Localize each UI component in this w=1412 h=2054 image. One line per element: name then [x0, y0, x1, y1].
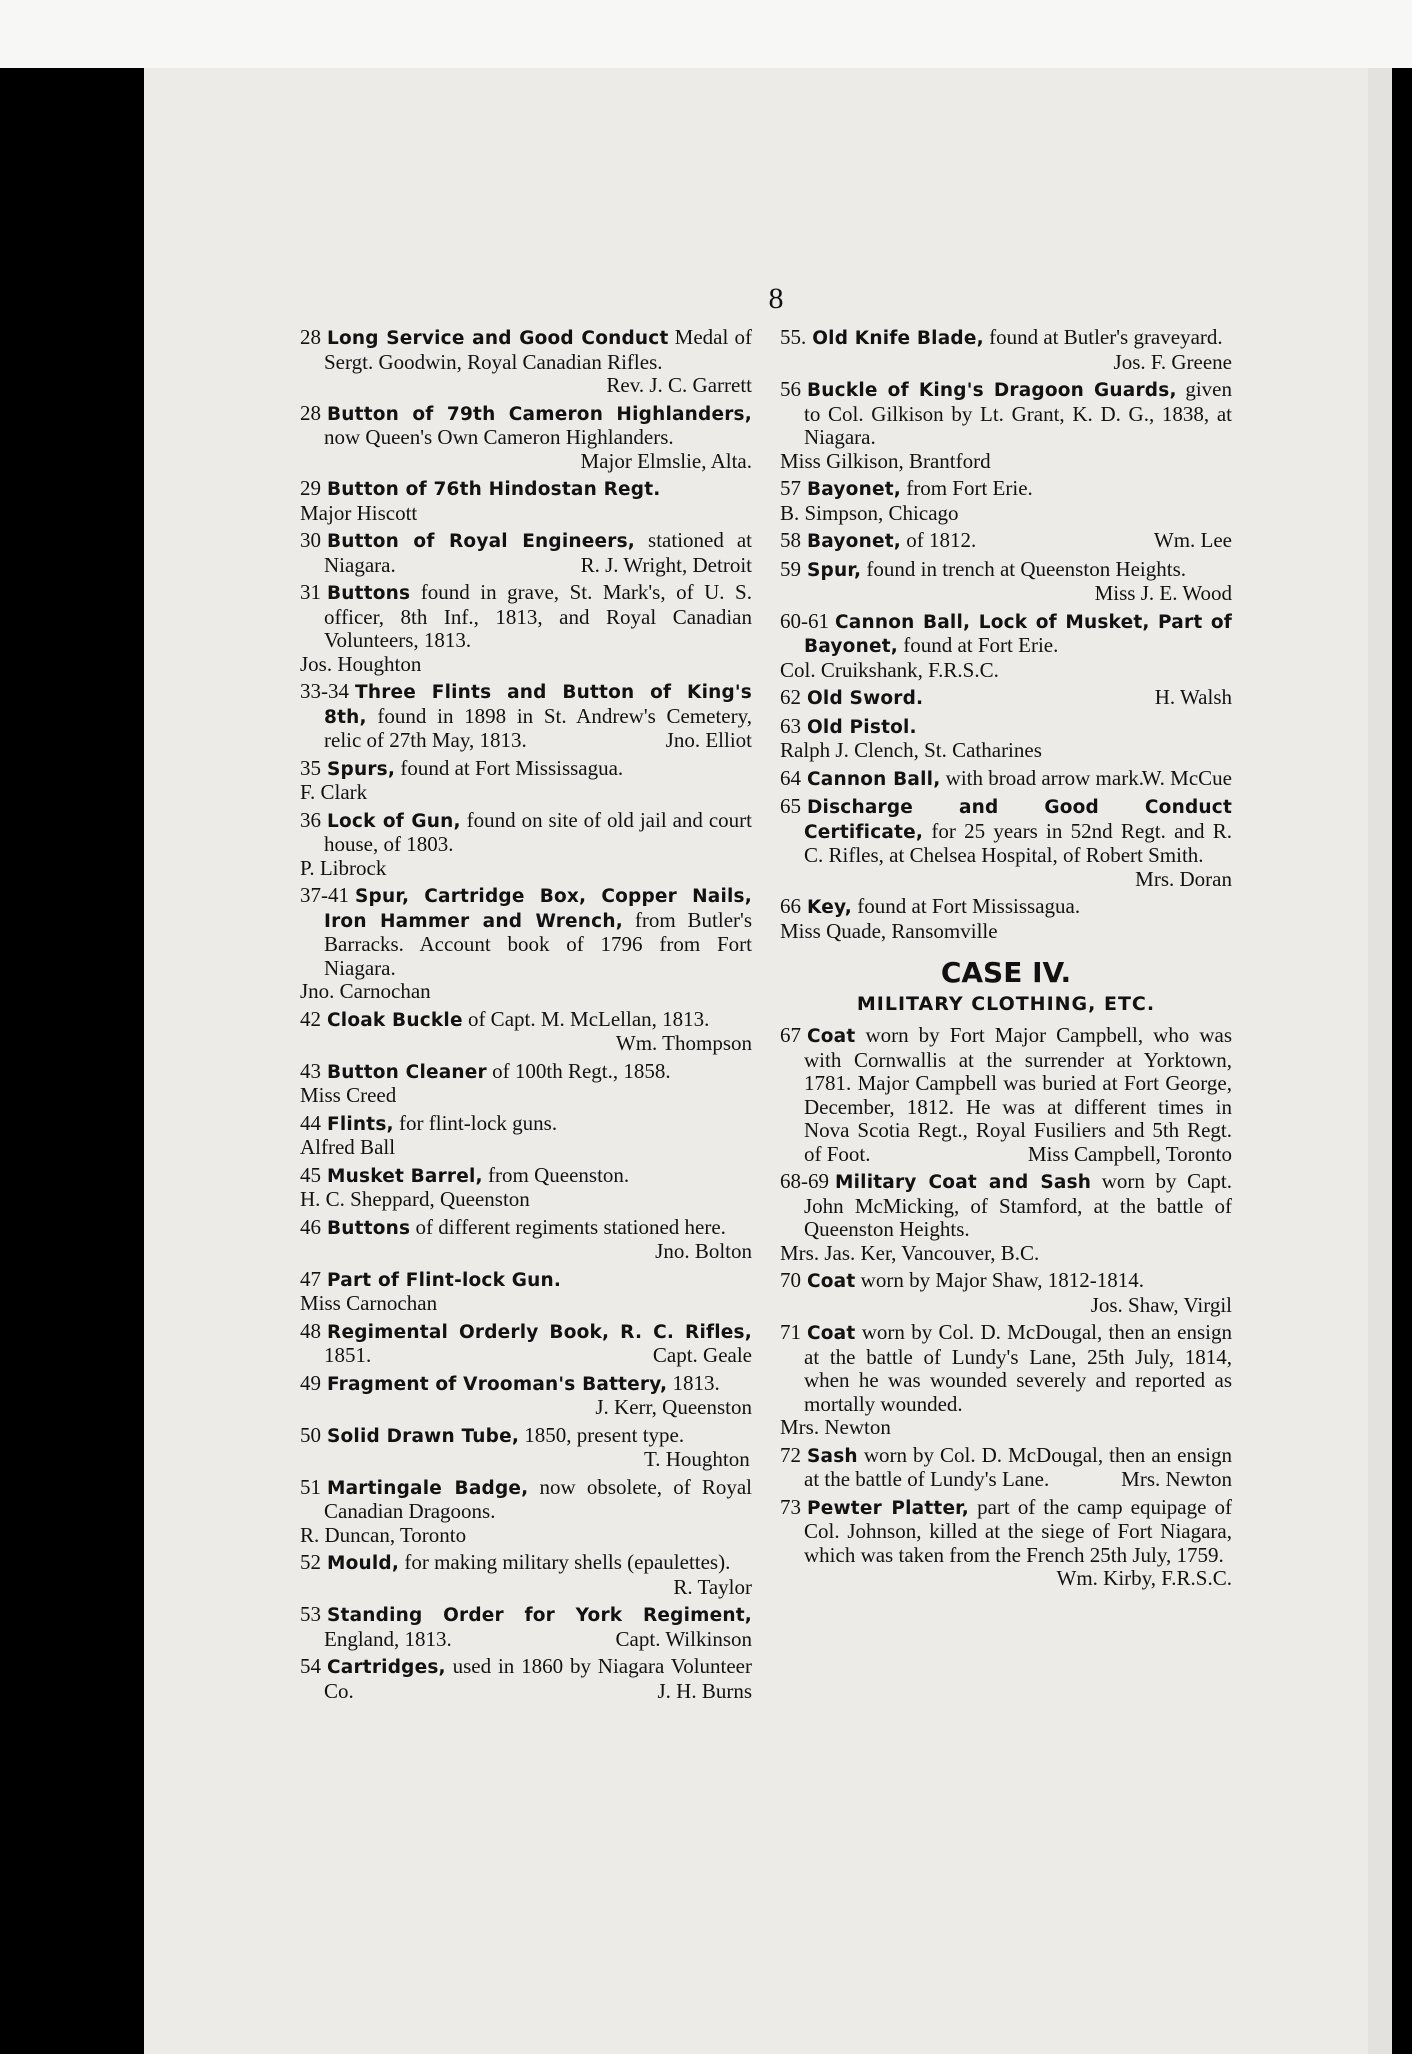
entry-number: 52: [300, 1550, 321, 1574]
entry-text: [780, 1321, 1232, 1416]
entry-number: 67: [780, 1023, 801, 1047]
entry-number: 57: [780, 476, 801, 500]
entry-number: 48: [300, 1318, 321, 1343]
entry-number: 62: [780, 685, 801, 709]
entry-title: Cannon Ball, Lock of Musket, Part of Bayonet,: [804, 611, 1232, 657]
catalog-entry: [300, 1603, 752, 1651]
entry-number: 28: [300, 400, 321, 425]
entry-donor: Capt. Wilkinson: [615, 1626, 752, 1651]
entry-title: Buttons: [327, 1217, 411, 1239]
entry-number: 65: [780, 794, 801, 818]
entry-donor: Jos. Houghton: [300, 651, 422, 676]
entry-donor: Miss Creed: [300, 1083, 397, 1107]
entry-donor: R. Taylor: [673, 1574, 752, 1599]
entry-text: [300, 1550, 752, 1599]
entry-title: Spur,: [807, 559, 862, 581]
entry-text: [300, 1603, 752, 1651]
case-heading: CASE IV.: [940, 956, 1072, 989]
entry-number: 54: [300, 1654, 321, 1678]
entry-text: [780, 610, 1232, 659]
entry-text: [300, 1006, 752, 1055]
entry-text: [780, 1444, 1232, 1492]
entry-text: [300, 1422, 752, 1471]
entry-title: Bayonet,: [807, 479, 901, 500]
entry-number: 63: [780, 713, 801, 738]
catalog-entry: [780, 1496, 1232, 1591]
entry-title: Button of Royal Engineers,: [327, 531, 636, 552]
entry-description: worn by Col. D. McDougal, then an ensign at the battle of Lundy's Lane.: [804, 1442, 1232, 1491]
entry-title: Spur, Cartridge Box, Copper Nails, Iron Hammer and Wrench,: [324, 886, 752, 932]
entry-title: Coat: [807, 1026, 856, 1047]
catalog-entry: [300, 1476, 752, 1548]
case-subheading: MILITARY CLOTHING, ETC.: [856, 992, 1156, 1015]
entry-donor: B. Simpson, Chicago: [780, 500, 959, 525]
entry-number: 72: [780, 1442, 801, 1467]
entry-description: found in grave, St. Mark's, of U. S. officer, 8th Inf., 1813, and Royal Canadian Volunteers, 1813.: [324, 580, 752, 652]
catalog-entry: [780, 1269, 1232, 1317]
entry-description: now Queen's Own Cameron Highlanders.: [324, 425, 674, 449]
entry-text: [300, 757, 752, 782]
entry-number: 37-41: [300, 883, 349, 907]
entry-donor: W. McCue: [1141, 765, 1232, 790]
entry-description: of 1812.: [900, 528, 977, 552]
entry-number: 45: [300, 1162, 321, 1187]
entry-title: Cloak Buckle: [327, 1009, 463, 1031]
entry-text: [300, 884, 752, 980]
entry-text: [780, 477, 1232, 502]
entry-number: 53: [300, 1602, 321, 1626]
entry-donor: Miss J. E. Wood: [1094, 581, 1232, 605]
catalog-entry: [300, 1060, 752, 1108]
entry-text: [780, 378, 1232, 450]
entry-number: 30: [300, 528, 321, 552]
entry-number: 47: [300, 1266, 321, 1291]
entry-text: [300, 1112, 752, 1137]
catalog-entry: [300, 477, 752, 525]
entry-number: 49: [300, 1370, 321, 1395]
left-column: [300, 326, 752, 1707]
entry-description: from Queenston.: [482, 1162, 630, 1187]
entry-description: worn by Col. D. McDougal, then an ensign at the battle of Lundy's Lane, 25th July, 1814, when he was wounded severely and reported as mortally wounded.: [804, 1320, 1232, 1416]
entry-title: Long Service and Good Conduct: [327, 328, 669, 349]
entry-donor: R. J. Wright, Detroit: [580, 552, 752, 577]
entry-number: 56: [780, 377, 801, 401]
entry-number: 50: [300, 1422, 321, 1447]
catalog-entry: [300, 1551, 752, 1599]
catalog-entry: [780, 477, 1232, 525]
entry-description: from Fort Erie.: [900, 476, 1033, 500]
catalog-entry: [780, 895, 1232, 943]
entry-number: 58: [780, 528, 801, 552]
entry-title: Three Flints and Button of King's 8th,: [324, 682, 752, 728]
entry-title: Discharge and Good Conduct Certificate,: [804, 797, 1232, 843]
entry-description: Medal of Sergt. Goodwin, Royal Canadian Rifles.: [324, 325, 752, 374]
entry-number: 71: [780, 1320, 801, 1344]
entry-donor: Jno. Elliot: [665, 728, 752, 752]
entry-number: 68-69: [780, 1169, 829, 1193]
entry-text: [300, 477, 752, 502]
catalog-entry: [780, 1321, 1232, 1440]
catalog-entry: [300, 757, 752, 805]
entry-description: for making military shells (epaulettes).: [399, 1550, 731, 1574]
entry-description: of different regiments stationed here.: [410, 1214, 726, 1239]
entry-title: Cartridges,: [327, 1657, 446, 1678]
entry-donor: Rev. J. C. Garrett: [606, 373, 752, 397]
catalog-entry: [780, 1024, 1232, 1166]
entry-donor: T. Houghton: [644, 1447, 750, 1471]
entry-number: 64: [780, 765, 801, 790]
catalog-entry: [780, 767, 1232, 792]
entry-donor: Miss Quade, Ransomville: [780, 918, 998, 943]
entry-number: 46: [300, 1214, 321, 1239]
entry-number: 70: [780, 1268, 801, 1292]
catalog-entry: [300, 1112, 752, 1160]
catalog-entry: [780, 795, 1232, 891]
entry-description: found at Butler's graveyard.: [983, 325, 1223, 349]
entry-title: Bayonet,: [807, 531, 901, 552]
catalog-entry: [780, 686, 1232, 711]
entry-number: 73: [780, 1494, 801, 1519]
entry-donor: H. C. Sheppard, Queenston: [300, 1187, 530, 1211]
catalog-entry: [780, 1170, 1232, 1265]
entry-description: used in 1860 by Niagara Volunteer Co.: [324, 1654, 752, 1703]
entry-number: 36: [300, 807, 321, 832]
catalog-entry: [300, 1372, 752, 1420]
entry-number: 31: [300, 580, 321, 604]
entry-description: 1813.: [667, 1370, 720, 1395]
entry-number: 66: [780, 894, 801, 918]
entry-donor: Alfred Ball: [300, 1135, 396, 1159]
entry-donor: Wm. Thompson: [615, 1031, 752, 1055]
catalog-entry: [780, 715, 1232, 763]
entry-text: [300, 1164, 752, 1189]
entry-title: Solid Drawn Tube,: [327, 1425, 520, 1447]
entry-text: [780, 325, 1232, 374]
entry-description: found at Fort Erie.: [897, 633, 1059, 657]
entry-title: Standing Order for York Regiment,: [327, 1605, 752, 1626]
entry-text: [780, 895, 1232, 920]
entry-description: part of the camp equipage of Col. Johnson, killed at the siege of Fort Niagara, which was taken from the French 25th July, 1759.: [804, 1494, 1232, 1567]
entry-description: worn by Major Shaw, 1812-1814.: [855, 1268, 1144, 1292]
catalog-entry: [780, 378, 1232, 473]
entry-title: Buckle of King's Dragoon Guards,: [807, 380, 1177, 401]
catalog-entry: [300, 1655, 752, 1703]
catalog-entry: [300, 326, 752, 398]
entry-text: [300, 400, 752, 473]
scan-top-margin: [0, 0, 1412, 68]
entry-text: [780, 1268, 1232, 1317]
entry-title: Pewter Platter,: [807, 1497, 970, 1519]
entry-donor: Wm. Lee: [1153, 528, 1232, 552]
entry-title: Button of 76th Hindostan Regt.: [327, 479, 661, 500]
entry-number: 29: [300, 476, 321, 500]
entry-text: [300, 1370, 752, 1419]
entry-title: Buttons: [327, 583, 411, 604]
entry-text: [780, 1494, 1232, 1590]
entry-text: [300, 1476, 752, 1524]
entry-text: [300, 1060, 752, 1085]
entry-donor: Jno. Bolton: [655, 1239, 752, 1263]
entry-text: [780, 529, 1232, 554]
entry-number: 55.: [780, 325, 807, 349]
entry-donor: Miss Carnochan: [300, 1291, 438, 1315]
page-edge: [1368, 68, 1392, 2054]
entry-description: England, 1813.: [324, 1626, 452, 1651]
entry-donor: F. Clark: [300, 780, 368, 804]
entry-text: [300, 1320, 752, 1368]
entry-donor: J. H. Burns: [657, 1678, 752, 1703]
catalog-entry: [300, 884, 752, 1004]
entry-number: 35: [300, 755, 321, 780]
entry-text: [780, 1024, 1232, 1166]
entry-donor: Major Hiscott: [300, 500, 418, 525]
entry-text: [780, 686, 1232, 711]
entry-text: [780, 767, 1232, 792]
entry-title: Button of 79th Cameron Highlanders,: [327, 403, 752, 425]
entry-number: 59: [780, 556, 801, 581]
right-column: [780, 326, 1232, 1595]
catalog-entry: [300, 581, 752, 676]
entry-description: found at Fort Mississagua.: [395, 755, 624, 780]
entry-description: from Butler's Barracks. Account book of 1796 from Fort Niagara.: [324, 907, 752, 980]
entry-donor: Jos. F. Greene: [1113, 349, 1232, 374]
catalog-entry: [300, 1164, 752, 1212]
entry-number: 44: [300, 1110, 321, 1135]
entry-text: [780, 1170, 1232, 1242]
entry-donor: Mrs. Doran: [1135, 866, 1232, 891]
entry-donor: Capt. Geale: [652, 1343, 752, 1367]
entry-title: Coat: [807, 1323, 856, 1344]
page-number: 8: [768, 282, 784, 315]
entry-description: worn by Capt. John McMicking, of Stamford, at the battle of Queenston Heights.: [804, 1169, 1232, 1241]
entry-donor: Jno. Carnochan: [300, 979, 431, 1003]
entry-donor: Mrs. Newton: [1121, 1467, 1232, 1491]
catalog-entry: [300, 1216, 752, 1264]
entry-title: Old Sword.: [807, 688, 924, 709]
catalog-entry: [780, 1444, 1232, 1492]
entry-title: Musket Barrel,: [327, 1165, 483, 1187]
entry-description: now obsolete, of Royal Canadian Dragoons.: [324, 1474, 752, 1523]
entry-title: Old Pistol.: [807, 716, 917, 738]
catalog-entry: [780, 326, 1232, 374]
catalog-entry: [780, 529, 1232, 554]
entry-description: given to Col. Gilkison by Lt. Grant, K. D. G., 1838, at Niagara.: [804, 377, 1232, 449]
catalog-entry: [300, 809, 752, 881]
right-entries-bottom: [780, 1024, 1232, 1591]
entry-donor: R. Duncan, Toronto: [300, 1522, 467, 1547]
entry-description: with broad arrow mark.: [940, 765, 1144, 790]
entry-donor: J. Kerr, Queenston: [595, 1395, 752, 1419]
catalog-entry: [300, 1008, 752, 1056]
entry-donor: Jos. Shaw, Virgil: [1090, 1292, 1232, 1317]
entry-text: [300, 325, 752, 397]
entry-text: [300, 581, 752, 653]
catalog-entry: [300, 529, 752, 577]
entry-title: Spurs,: [327, 758, 396, 780]
entry-description: stationed at Niagara.: [324, 528, 752, 577]
entry-donor: Col. Cruikshank, F.R.S.C.: [780, 657, 999, 682]
entry-title: Old Knife Blade,: [812, 328, 984, 349]
entry-title: Military Coat and Sash: [835, 1172, 1092, 1193]
entry-title: Lock of Gun,: [327, 810, 461, 832]
entry-title: Fragment of Vrooman's Battery,: [327, 1373, 668, 1395]
entry-description: 1850, present type.: [519, 1422, 685, 1447]
catalog-entry: [780, 558, 1232, 606]
entry-title: Cannon Ball,: [807, 768, 941, 790]
entry-title: Button Cleaner: [327, 1061, 487, 1083]
entry-number: 51: [300, 1474, 321, 1499]
catalog-entry: [300, 402, 752, 474]
entry-text: [780, 715, 1232, 740]
catalog-entry: [300, 680, 752, 753]
entry-donor: Ralph J. Clench, St. Catharines: [780, 738, 1042, 762]
entry-text: [780, 556, 1232, 605]
entry-number: 28: [300, 325, 321, 349]
entry-description: found at Fort Mississagua.: [852, 894, 1081, 918]
entry-description: found in trench at Queenston Heights.: [861, 556, 1187, 581]
entry-description: of 100th Regt., 1858.: [486, 1058, 671, 1083]
entry-donor: Wm. Kirby, F.R.S.C.: [1056, 1566, 1232, 1590]
catalog-entry: [780, 610, 1232, 683]
entry-description: 1851.: [324, 1343, 372, 1367]
entry-donor: Mrs. Newton: [780, 1415, 891, 1439]
entry-title: Mould,: [327, 1553, 400, 1574]
entry-text: [300, 529, 752, 577]
entry-donor: Miss Campbell, Toronto: [1027, 1141, 1232, 1166]
entry-text: [300, 809, 752, 857]
catalog-entry: [300, 1424, 752, 1472]
entry-donor: P. Librock: [300, 855, 387, 880]
entry-title: Sash: [807, 1445, 858, 1467]
entry-title: Regimental Orderly Book, R. C. Rifles,: [327, 1321, 752, 1343]
entry-donor: H. Walsh: [1154, 685, 1232, 709]
entry-description: found on site of old jail and court house, of 1803.: [324, 807, 752, 856]
entry-number: 43: [300, 1058, 321, 1083]
entry-text: [300, 680, 752, 753]
catalog-entry: [300, 1268, 752, 1316]
entry-number: 33-34: [300, 679, 349, 703]
entry-donor: Mrs. Jas. Ker, Vancouver, B.C.: [780, 1240, 1040, 1265]
entry-description: for 25 years in 52nd Regt. and R. C. Rifles, at Chelsea Hospital, of Robert Smith.: [804, 818, 1232, 867]
entry-donor: Major Elmslie, Alta.: [580, 448, 752, 473]
entry-title: Flints,: [327, 1113, 394, 1135]
entry-text: [300, 1268, 752, 1293]
catalog-entry: [300, 1320, 752, 1368]
entry-number: 42: [300, 1006, 321, 1031]
entry-description: worn by Fort Major Campbell, who was with Cornwallis at the surrender at Yorktown, 1781. Major Campbell was buried at Fort George, December, 1812. He was at different times in Nova Scotia Regt., Royal Fusiliers and 5th Regt. of Foot.: [804, 1023, 1232, 1166]
entry-title: Martingale Badge,: [327, 1477, 529, 1499]
entry-title: Part of Flint-lock Gun.: [327, 1269, 562, 1291]
right-entries-top: [780, 326, 1232, 943]
entry-description: found in 1898 in St. Andrew's Cemetery, relic of 27th May, 1813.: [324, 703, 752, 752]
entry-donor: Miss Gilkison, Brantford: [780, 448, 991, 473]
entry-description: of Capt. M. McLellan, 1813.: [462, 1006, 710, 1031]
entry-text: [780, 794, 1232, 891]
entry-description: for flint-lock guns.: [393, 1110, 558, 1135]
entry-text: [300, 1214, 752, 1263]
entry-number: 60-61: [780, 608, 829, 633]
entry-title: Key,: [807, 897, 853, 918]
entry-title: Coat: [807, 1271, 856, 1292]
entry-text: [300, 1655, 752, 1703]
